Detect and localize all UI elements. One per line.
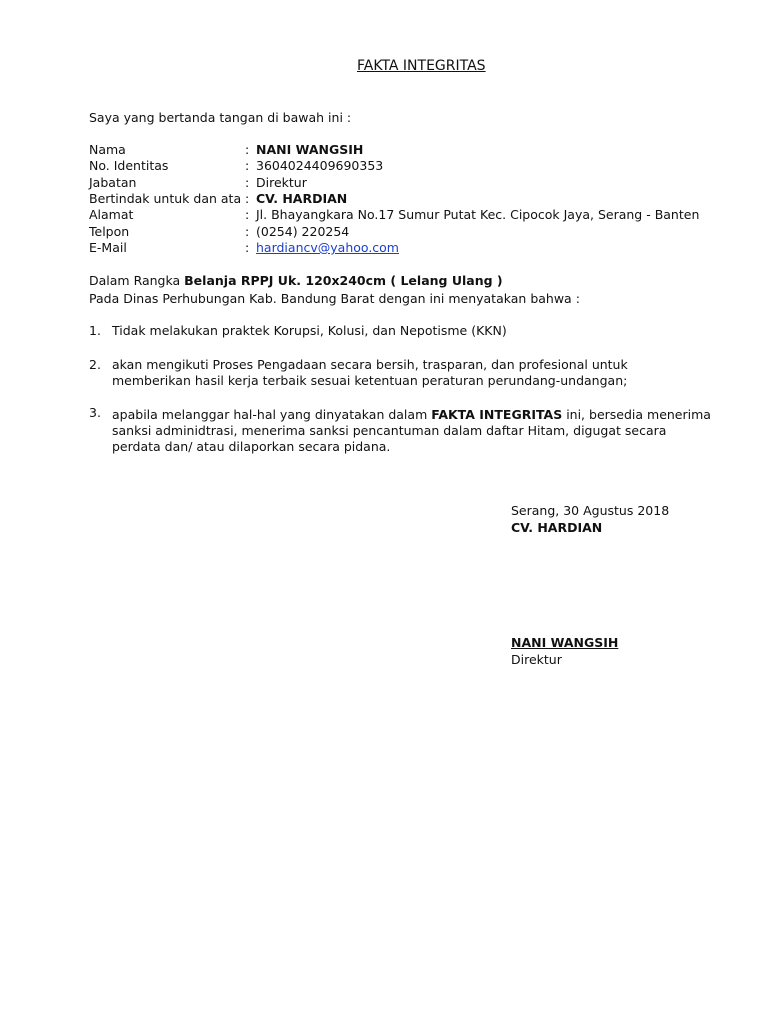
statement-3-line-2: sanksi adminidtrasi, menerima sanksi pencantuman dalam daftar Hitam, digugat secara [112,423,667,438]
nama-value: NANI WANGSIH [256,142,364,157]
telpon-label: Telpon [89,224,130,239]
procurement-name: Belanja RPPJ Uk. 120x240cm ( Lelang Ulang ) [184,273,503,288]
colon: : [245,175,250,190]
alamat-label: Alamat [89,207,134,222]
statement-2-line-2: memberikan hasil kerja terbaik sesuai ketentuan peraturan perundang-undangan; [112,373,628,388]
identity-row-telpon [89,224,729,240]
colon: : [245,207,250,222]
context-prefix: Dalam Rangka [89,273,185,288]
statement-3-line-3: perdata dan/ atau dilaporkan secara pidana. [112,439,391,454]
statement-3-prefix: apabila melanggar hal-hal yang dinyatakan dalam [112,407,432,422]
telpon-value: (0254) 220254 [256,224,350,239]
statement-number-1: 1. [89,323,101,338]
place-date: Serang, 30 Agustus 2018 [511,503,670,518]
statement-number-3: 3. [89,405,101,420]
statement-number-2: 2. [89,357,101,372]
statement-1: Tidak melakukan praktek Korupsi, Kolusi, dan Nepotisme (KKN) [112,323,507,338]
bertindak-label: Bertindak untuk dan ata [89,191,242,206]
colon: : [245,191,250,206]
identity-row-alamat [89,207,729,223]
signatory-position: Direktur [511,652,562,667]
identity-row-nama [89,142,729,158]
statement-3-suffix: ini, bersedia menerima [562,407,711,422]
signatory-name: NANI WANGSIH [511,635,619,650]
nama-label: Nama [89,142,126,157]
jabatan-label: Jabatan [89,175,137,190]
signature-company: CV. HARDIAN [511,520,603,535]
context-line-1 [89,273,503,289]
email-link[interactable]: hardiancv@yahoo.com [256,240,399,255]
statement-2-line-1: akan mengikuti Proses Pengadaan secara bersih, trasparan, dan profesional untuk [112,357,628,372]
identitas-value: 3604024409690353 [256,158,384,173]
identity-row-identitas [89,158,729,174]
colon: : [245,224,250,239]
colon: : [245,240,250,255]
jabatan-value: Direktur [256,175,307,190]
email-label: E-Mail [89,240,127,255]
identitas-label: No. Identitas [89,158,169,173]
document-title: FAKTA INTEGRITAS [357,58,486,74]
statement-3-line-1 [112,407,711,423]
alamat-value: Jl. Bhayangkara No.17 Sumur Putat Kec. Cipocok Jaya, Serang - Banten [256,207,700,222]
intro-text: Saya yang bertanda tangan di bawah ini : [89,110,352,125]
identity-row-bertindak [89,191,729,207]
colon: : [245,142,250,157]
bertindak-value: CV. HARDIAN [256,191,348,206]
identity-row-jabatan [89,175,729,191]
colon: : [245,158,250,173]
statement-3-emphasis: FAKTA INTEGRITAS [431,407,563,422]
identity-row-email [89,240,729,256]
context-line-2: Pada Dinas Perhubungan Kab. Bandung Barat dengan ini menyatakan bahwa : [89,291,580,306]
